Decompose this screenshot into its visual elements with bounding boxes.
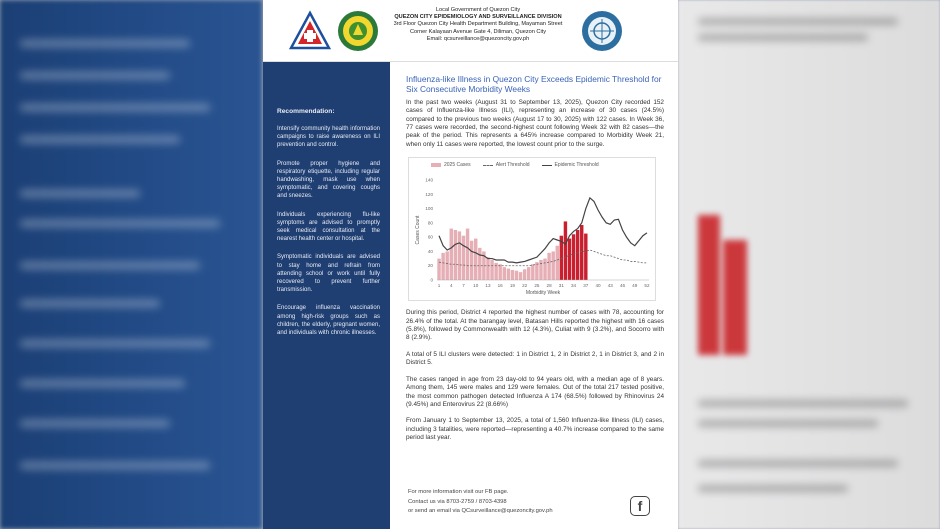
bar-week-8 [466, 229, 469, 280]
recommendation-heading: Recommendation: [277, 108, 335, 115]
bar-week-33 [568, 239, 571, 280]
x-tick-label: 40 [595, 283, 601, 289]
demographics-paragraph: The cases ranged in age from 23 day-old to 94 years old, with a median age of 8 years. Among them, 145 were males and 129 were females. Out of the total 217 tested positive, the most common pathogen detected Influenza A 174 (68.5%) followed by Rhinovirus 24 (9.45%) and Enterovirus 22 (8.66%) [406, 375, 664, 408]
x-tick-label: 1 [437, 283, 441, 289]
x-tick-label: 22 [522, 283, 528, 289]
x-tick-label: 19 [509, 283, 515, 289]
x-tick-label: 31 [558, 283, 564, 289]
bar-week-26 [539, 260, 542, 280]
x-tick-label: 46 [619, 283, 626, 289]
ili-chart [408, 157, 656, 301]
cumulative-paragraph: From January 1 to September 13, 2025, a total of 1,560 Influenza-like Illness (ILI) cases, including 3 fatalities, were reported—representing a 40.7% increase compared to the same period last year. [406, 417, 664, 442]
main-content [390, 62, 678, 529]
x-tick-label: 28 [546, 283, 552, 289]
y-tick-label: 100 [425, 206, 433, 212]
bar-week-35 [576, 230, 579, 280]
x-tick-label: 16 [497, 283, 503, 289]
bar-week-23 [527, 267, 530, 280]
y-tick-label: 40 [427, 249, 433, 255]
x-tick-label: 52 [644, 283, 650, 289]
address-line-1: 3rd Floor Quezon City Health Department Building, Mayaman Street [393, 21, 563, 28]
footer-fb-line: For more information visit our FB page. [408, 489, 509, 495]
bar-week-32 [564, 222, 567, 281]
x-tick-label: 10 [473, 283, 479, 289]
contact-footer [408, 488, 553, 517]
bar-week-20 [515, 271, 518, 280]
bar-week-3 [445, 252, 448, 281]
district-paragraph: During this period, District 4 reported the highest number of cases with 78, accounting for 26.4% of the total. At the barangay level, Batasan Hills reported the highest with 16 cases (5.8%), followed by Commonwealth with 12 (4.3%), Culiat with 9 (3.2%), and Socorro with 8 (2.9%). [406, 309, 664, 342]
y-tick-label: 20 [427, 263, 433, 269]
bar-week-19 [511, 270, 514, 280]
bar-week-1 [437, 259, 440, 280]
y-tick-label: 0 [430, 277, 433, 283]
blurred-left-panel [0, 0, 262, 529]
x-tick-label: 34 [571, 283, 577, 289]
division-name: QUEZON CITY EPIDEMIOLOGY AND SURVEILLANCE DIVISION [394, 14, 562, 21]
bar-week-9 [470, 241, 473, 280]
bar-week-5 [454, 230, 457, 280]
bar-week-34 [572, 235, 575, 281]
footer-phone-line: Contact us via 8703-2759 / 8703-4398 [408, 498, 507, 505]
qc-seal-icon [337, 10, 379, 52]
recommendation-item: Intensify community health information campaigns to raise awareness on ILI prevention and control. [277, 126, 380, 149]
bar-week-27 [543, 259, 546, 280]
y-tick-label: 140 [425, 177, 433, 183]
facebook-icon: f [630, 496, 650, 516]
recommendation-item: Promote proper hygiene and respiratory etiquette, including regular handwashing, mask use when symptomatic, and covering coughs and sneezes. [277, 160, 380, 200]
legend-epidemic: Epidemic Threshold [542, 162, 599, 168]
legend-alert: Alert Threshold [483, 162, 530, 168]
lgu-name: Local Government of Quezon City [435, 7, 521, 13]
bar-week-37 [584, 234, 587, 280]
footer-email-line: or send an email via QCsurveillance@quezoncity.gov.ph [408, 508, 553, 514]
division-seal-icon [581, 10, 623, 52]
header-email: Email: qcsurveillance@quezoncity.gov.ph [426, 35, 530, 42]
document-header [263, 0, 678, 62]
blurred-right-panel [678, 0, 940, 529]
bar-week-13 [486, 257, 489, 280]
bar-week-30 [556, 246, 559, 280]
bar-week-21 [519, 272, 522, 280]
y-tick-label: 60 [427, 234, 433, 240]
x-axis-label: Morbidity Week [525, 290, 561, 297]
chart-svg [409, 158, 657, 302]
address-line-2: Corner Kalayaan Avenue Gate 4, Diliman, Quezon City [409, 28, 547, 35]
bar-week-7 [462, 236, 465, 280]
bar-week-29 [551, 252, 554, 281]
x-tick-label: 7 [462, 283, 465, 289]
bar-week-6 [458, 232, 461, 281]
bar-week-14 [490, 260, 493, 280]
bar-week-25 [535, 262, 538, 280]
bar-week-11 [478, 248, 481, 280]
y-tick-label: 120 [425, 192, 433, 198]
bar-week-36 [580, 225, 583, 280]
bar-week-18 [507, 269, 510, 280]
x-tick-label: 49 [632, 283, 638, 289]
summary-paragraph: In the past two weeks (August 31 to September 13, 2025), Quezon City recorded 152 cases of Influenza-like Illness (ILI), representing an increase of 30 cases (24.5%) compared to the previous two weeks (August 17 to 30, 2025) with 122 cases. In Week 36, 77 cases were recorded, the second-highest count following Week 32 with 82 cases—the peak of the period. This represents a 645% increase compared to Morbidity Week 21, when only 11 cases were reported, the lowest count prior to the surge. [406, 98, 664, 148]
bulletin-title: Influenza-like Illness in Quezon City Exceeds Epidemic Threshold for Six Consecutive Morbidity Weeks [406, 74, 662, 95]
y-tick-label: 80 [427, 220, 433, 226]
bar-week-4 [450, 229, 453, 280]
recommendation-sidebar [263, 62, 390, 529]
recommendation-item: Symptomatic individuals are advised to stay home and refrain from attending school or work until fully recovered to prevent further transmission. [277, 254, 380, 294]
bar-week-10 [474, 239, 477, 280]
x-tick-label: 4 [449, 283, 453, 289]
clusters-paragraph: A total of 5 ILI clusters were detected: 1 in District 1, 2 in District 2, 1 in District 3, and 2 in District 5. [406, 350, 664, 367]
bar-week-16 [498, 265, 501, 281]
bar-week-22 [523, 270, 526, 281]
header-text [383, 7, 573, 43]
bar-week-2 [441, 253, 444, 280]
legend-cases: 2025 Cases [431, 162, 471, 168]
recommendation-item: Encourage influenza vaccination among high-risk groups such as children, the elderly, pregnant women, and individuals with chronic illnesses. [277, 305, 380, 337]
x-tick-label: 37 [583, 283, 589, 289]
recommendation-item: Individuals experiencing flu-like symptoms are advised to promptly seek medical consultation at the nearest health center or hospital. [277, 211, 380, 243]
health-logo-icon [289, 10, 331, 52]
x-tick-label: 13 [485, 283, 491, 289]
y-axis-label: Cases Count [415, 215, 421, 245]
bulletin-document [263, 0, 678, 529]
bar-week-28 [547, 253, 550, 280]
bar-week-17 [503, 267, 506, 280]
x-tick-label: 43 [607, 283, 613, 289]
x-tick-label: 25 [534, 283, 540, 289]
bar-week-24 [531, 265, 534, 281]
